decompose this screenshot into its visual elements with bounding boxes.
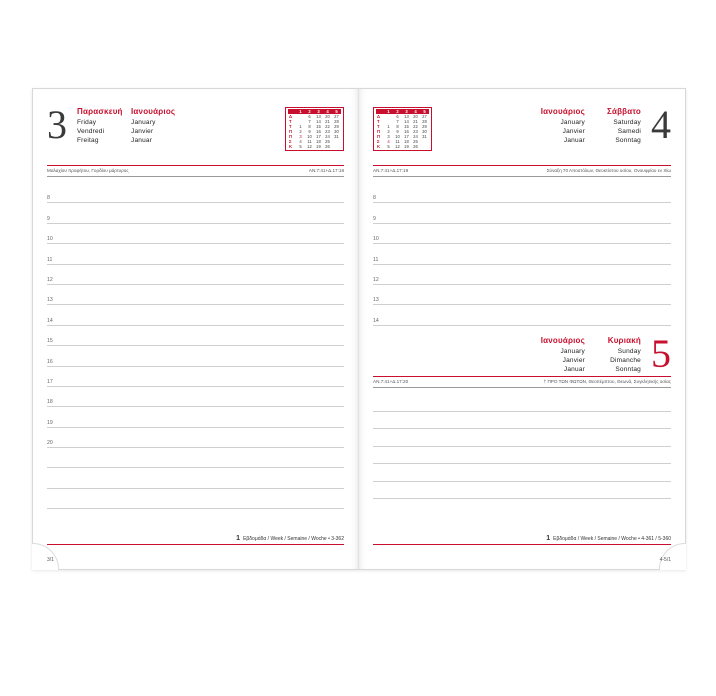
- note-row[interactable]: [373, 412, 671, 430]
- hour-row[interactable]: [373, 285, 671, 305]
- left-day-month-names: [77, 107, 189, 146]
- right-footer-rule: [373, 544, 671, 545]
- hour-label: 11: [373, 256, 379, 263]
- right-page: [359, 89, 685, 569]
- right-month-name-german: Januar: [563, 137, 585, 145]
- note-row[interactable]: [373, 482, 671, 500]
- hour-row[interactable]: [47, 407, 344, 427]
- right-day-name-english: Saturday: [613, 119, 641, 126]
- hour-row[interactable]: [373, 244, 671, 264]
- right-day-number: 4: [651, 102, 671, 147]
- hour-row[interactable]: [47, 305, 344, 325]
- hour-row[interactable]: [373, 265, 671, 285]
- left-week-footer: [47, 535, 344, 544]
- sunday-month-name-french: Janvier: [562, 356, 585, 364]
- sunday-month-name-english: January: [560, 347, 585, 355]
- hour-row[interactable]: [47, 367, 344, 387]
- sunday-header: [373, 330, 671, 376]
- hour-label: 17: [47, 378, 53, 385]
- left-day-name-german: Freitag: [77, 137, 99, 145]
- left-page-number: 3/1: [47, 557, 54, 563]
- sunday-note-grid[interactable]: [373, 394, 671, 499]
- hour-row[interactable]: [47, 346, 344, 366]
- right-day-month-names: [529, 107, 641, 146]
- left-week-label: Εβδομάδα / Week / Semaine / Woche • 3-362: [243, 535, 344, 542]
- hour-label: 8: [47, 195, 50, 202]
- hour-row[interactable]: [47, 285, 344, 305]
- hour-label: 9: [373, 215, 376, 222]
- left-page-header: [47, 102, 344, 163]
- left-day-name-french: Vendredi: [77, 128, 105, 136]
- note-row[interactable]: [373, 394, 671, 412]
- right-month-name-english: January: [560, 119, 585, 126]
- note-row[interactable]: [373, 447, 671, 465]
- hour-label: 18: [47, 399, 53, 406]
- hour-label: 10: [47, 236, 53, 243]
- hour-label: 8: [373, 195, 376, 202]
- left-day-name-greek: Παρασκευή: [77, 107, 123, 116]
- hour-label: 9: [47, 215, 50, 222]
- sunday-month-name-greek: Ιανουάριος: [540, 335, 585, 345]
- left-day-name-english: Friday: [77, 119, 97, 126]
- blank-row[interactable]: [47, 468, 344, 488]
- hour-row[interactable]: [373, 224, 671, 244]
- left-page: [33, 89, 359, 569]
- hour-row[interactable]: [47, 428, 344, 448]
- hour-label: 16: [47, 358, 53, 365]
- hour-label: 10: [373, 236, 379, 243]
- right-month-name-french: Janvier: [562, 128, 585, 136]
- sunday-month-name-german: Januar: [563, 366, 585, 374]
- left-sunrise-sunset: ΑΝ.7:41+Δ.17:18: [308, 168, 344, 173]
- hour-row[interactable]: [47, 265, 344, 285]
- hour-label: 15: [47, 338, 53, 345]
- left-footer: [47, 535, 344, 545]
- page-corner-left: [32, 543, 59, 570]
- sunday-day-name-english: Sunday: [617, 347, 641, 355]
- hour-label: 12: [47, 276, 53, 283]
- right-sunrise-sunset: ΑΝ.7:41+Δ.17:19: [373, 168, 409, 173]
- right-day-name-greek: Σάββατο: [606, 107, 641, 116]
- sunday-day-number: 5: [651, 330, 671, 376]
- sunday-day-month-names: [529, 336, 641, 375]
- right-page-header: [373, 102, 671, 163]
- right-day-name-german: Sonntag: [615, 137, 641, 145]
- hour-row[interactable]: [47, 203, 344, 223]
- right-saint-line: [373, 166, 671, 177]
- sunday-saint-line: [373, 377, 671, 388]
- hour-row[interactable]: [373, 183, 671, 203]
- left-saint-line: [47, 166, 344, 177]
- right-page-number: 4-5/1: [659, 557, 671, 563]
- note-row[interactable]: [373, 429, 671, 447]
- sunday-day-name-greek: Κυριακή: [607, 335, 641, 345]
- right-week-label: Εβδομάδα / Week / Semaine / Woche • 4-361 / 5-360: [553, 535, 671, 542]
- hour-row[interactable]: [47, 326, 344, 346]
- hour-label: 13: [373, 297, 379, 304]
- right-day-name-french: Samedi: [617, 128, 641, 136]
- right-week-footer: [373, 535, 671, 544]
- note-row[interactable]: [373, 464, 671, 482]
- right-footer: [373, 535, 671, 545]
- hour-row[interactable]: [373, 305, 671, 325]
- right-mini-calendar: 1 2 3 4 5 Δ 6 13 20 27 Τ 7 14 21 28 Τ 1 8 15 22 29 Π 2 9 16 23 30 Π 3 10 17 24 31 Σ 4 11 18 25 Κ 5 12 19 26: [373, 107, 432, 151]
- hour-row[interactable]: [47, 224, 344, 244]
- sunday-sunrise-sunset: ΑΝ.7:41+Δ.17:20: [373, 379, 409, 385]
- planner-spread: [32, 88, 686, 570]
- hour-row[interactable]: [47, 387, 344, 407]
- right-week-number: 1: [546, 535, 551, 542]
- left-saint-note: Μαλαχίου προφήτου, Γορδίου μάρτυρος: [47, 168, 129, 173]
- right-month-name-greek: Ιανουάριος: [540, 107, 585, 116]
- hour-label: 11: [47, 256, 53, 263]
- left-month-name-german: Januar: [131, 137, 153, 145]
- left-month-name-french: Janvier: [131, 128, 154, 136]
- hour-label: 19: [47, 419, 53, 426]
- hour-row[interactable]: [47, 244, 344, 264]
- right-hour-grid[interactable]: [373, 183, 671, 326]
- left-month-name-greek: Ιανουάριος: [131, 107, 176, 116]
- left-hour-grid[interactable]: [47, 183, 344, 509]
- left-week-number: 1: [236, 535, 241, 542]
- right-saint-note: Σύναξη 70 Αποστόλων, Θεοκτίστου οσίου, Ονουφρίου εν Χίω: [546, 168, 671, 173]
- blank-row[interactable]: [47, 489, 344, 509]
- hour-label: 20: [47, 440, 53, 447]
- left-day-number: 3: [47, 102, 67, 147]
- hour-row[interactable]: [373, 203, 671, 223]
- left-footer-rule: [47, 544, 344, 545]
- sunday-saint-note: † ΠΡΟ ΤΩΝ ΦΩΤΩΝ, Θεοπέμπτου, Θεωνά, Συγκλητικής οσίας: [543, 379, 671, 385]
- hour-row[interactable]: [47, 183, 344, 203]
- left-mini-calendar: 1 2 3 4 5 Δ 6 13 20 27 Τ 7 14 21 28 Τ 1 8 15 22 29 Π 2 9 16 23 30 Π 3 10 17 24 31 Σ 4 11 18 25 Κ 5 12 19 26: [285, 107, 344, 151]
- sunday-day-name-french: Dimanche: [610, 356, 641, 364]
- hour-label: 13: [47, 297, 53, 304]
- hour-label: 12: [373, 276, 379, 283]
- blank-row[interactable]: [47, 448, 344, 468]
- hour-label: 14: [373, 317, 379, 324]
- left-month-name-english: January: [131, 119, 156, 126]
- hour-label: 14: [47, 317, 53, 324]
- sunday-day-name-german: Sonntag: [615, 366, 641, 374]
